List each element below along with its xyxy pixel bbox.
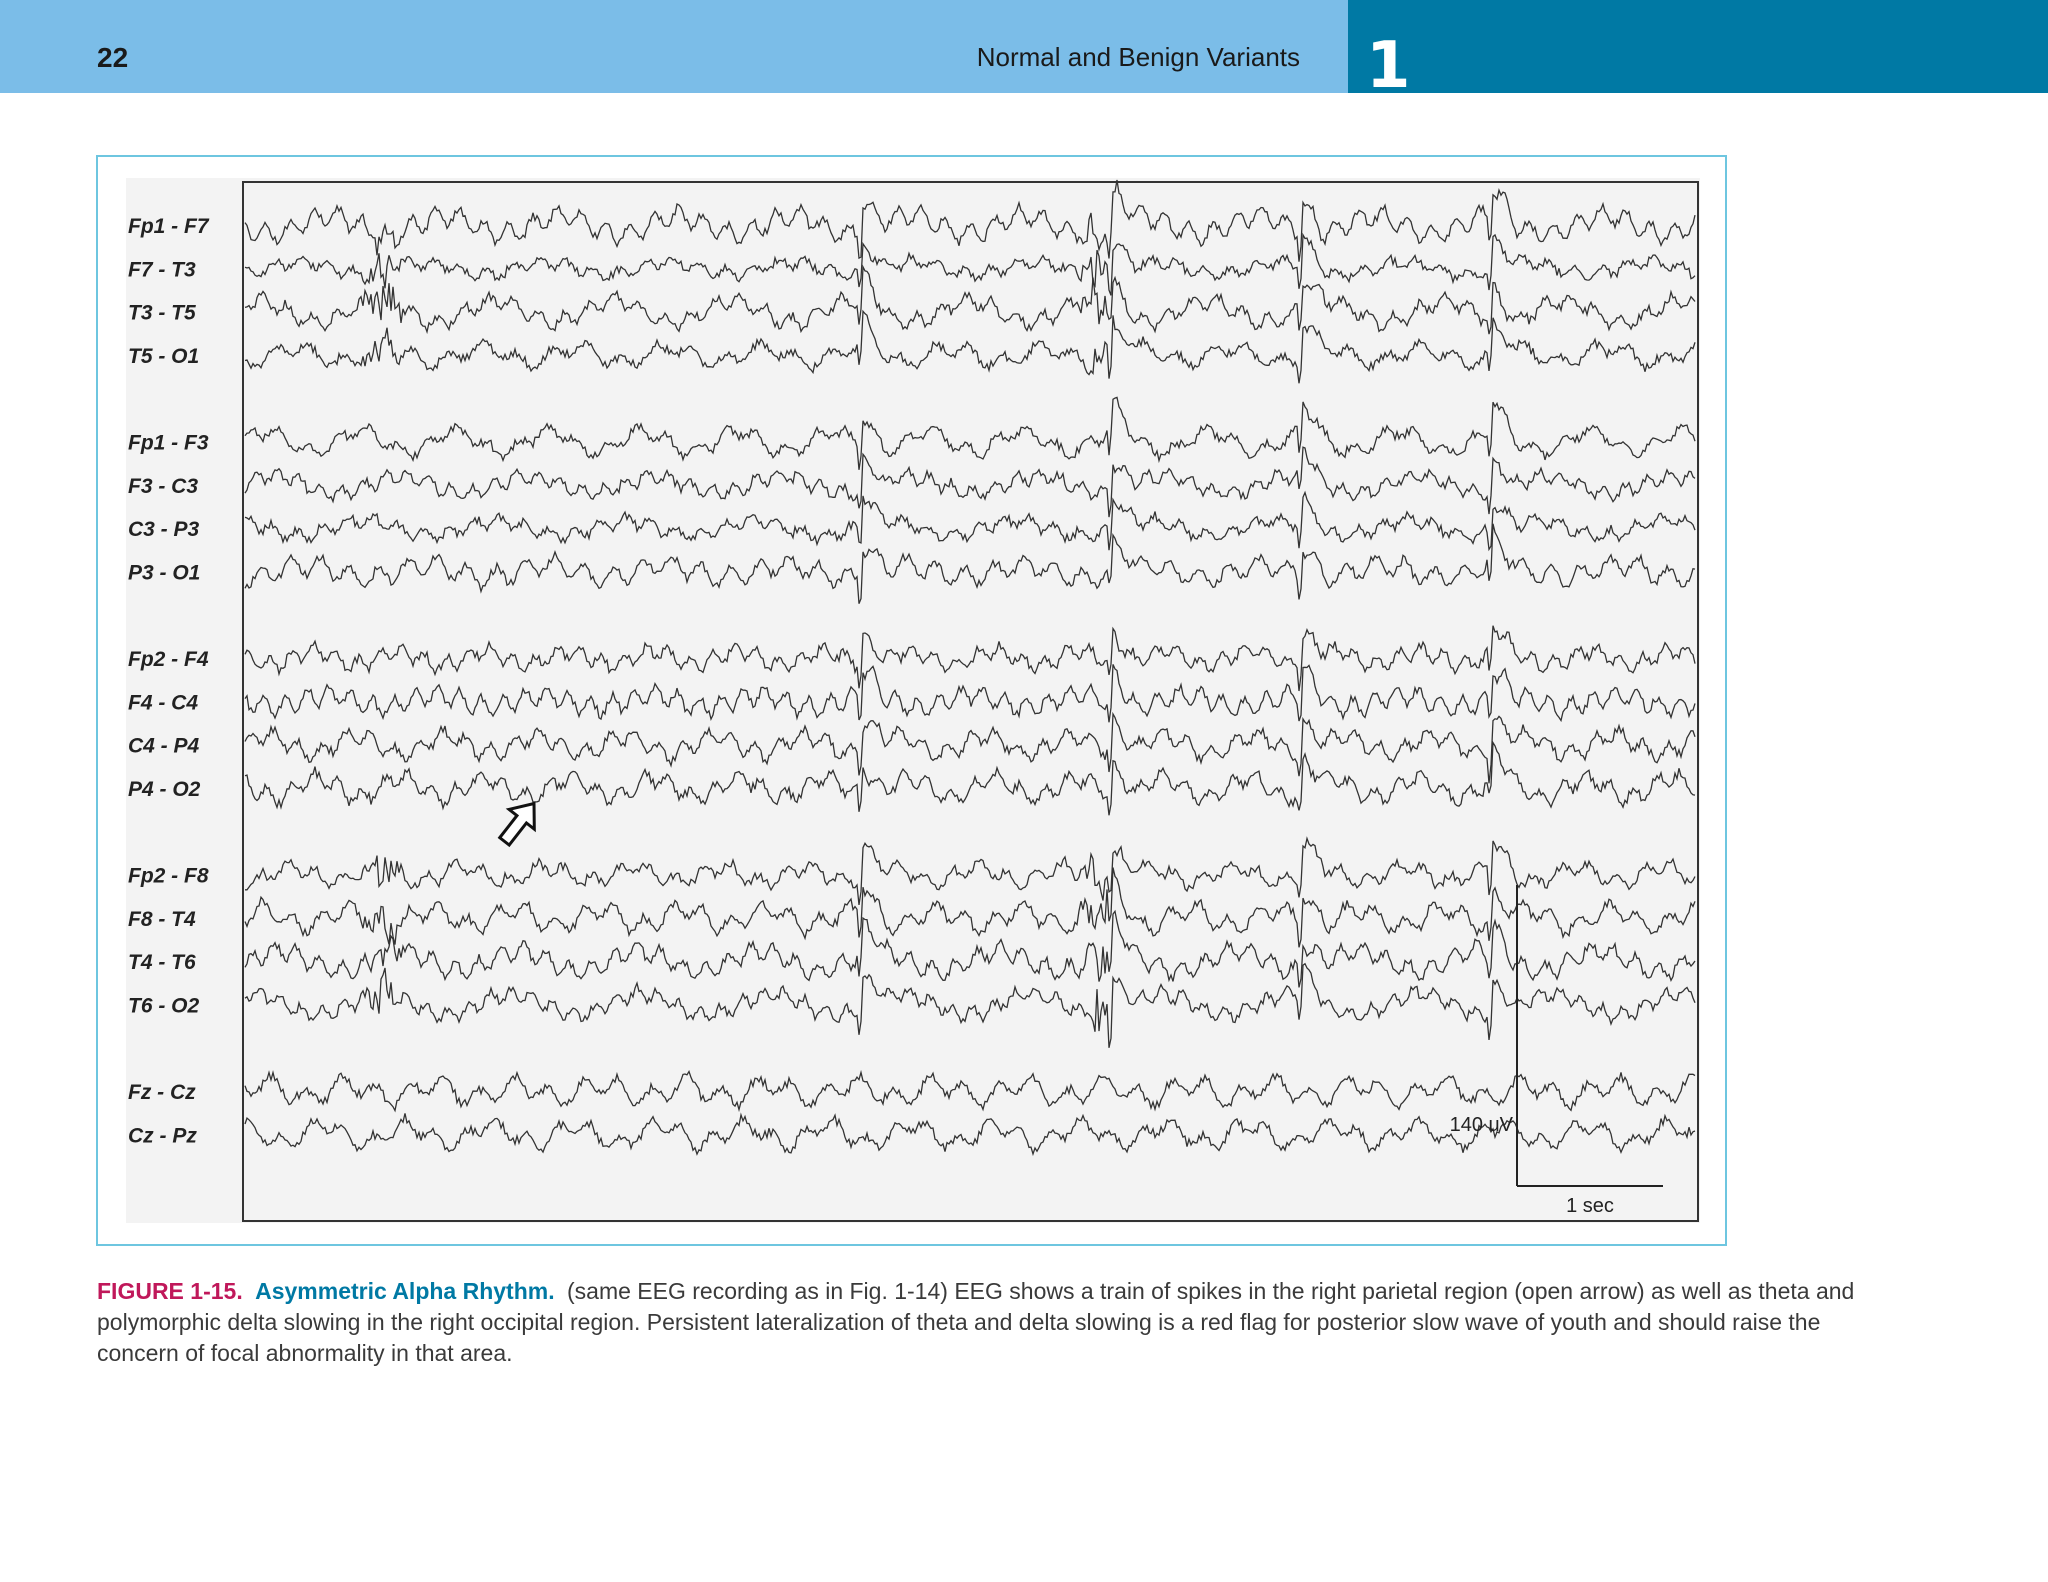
caption-body: (same EEG recording as in Fig. 1-14) EEG shows a train of spikes in the right parietal region (open arrow) as well as theta and polymorphic delta slowing in the right occipital region. Persistent lateralization of theta and delta slowing is a red flag for posterior slow wave of youth and should raise the concern of focal abnormality in that area. xyxy=(97,1278,1855,1366)
eeg-trace xyxy=(245,743,1695,816)
eeg-traces xyxy=(126,178,1700,1223)
page-number: 22 xyxy=(97,42,129,73)
channel-label: P3 - O1 xyxy=(128,561,201,585)
channel-label: Fp1 - F7 xyxy=(128,215,209,238)
eeg-trace xyxy=(245,626,1695,691)
chapter-tab xyxy=(1348,0,2048,93)
channel-label: T3 - T5 xyxy=(128,301,196,325)
channel-label: Cz - Pz xyxy=(128,1124,197,1148)
channel-label: T6 - O2 xyxy=(128,994,200,1018)
channel-label: T4 - T6 xyxy=(128,951,196,975)
caption-title: Asymmetric Alpha Rhythm. xyxy=(255,1278,555,1304)
eeg-trace xyxy=(245,911,1695,987)
channel-label: T5 - O1 xyxy=(128,344,200,368)
eeg-trace xyxy=(245,493,1695,551)
channel-label: Fp1 - F3 xyxy=(128,431,209,455)
channel-label: Fp2 - F8 xyxy=(128,864,209,888)
eeg-trace xyxy=(245,714,1695,783)
channel-label: C4 - P4 xyxy=(128,734,200,758)
eeg-figure xyxy=(126,178,1700,1223)
eeg-trace xyxy=(245,664,1695,722)
running-title: Normal and Benign Variants xyxy=(976,42,1300,72)
caption-label: FIGURE 1-15. xyxy=(97,1278,243,1304)
chapter-number: 1 xyxy=(1366,29,1411,103)
channel-label: F4 - C4 xyxy=(128,691,199,715)
eeg-trace xyxy=(245,524,1695,604)
channel-label: C3 - P3 xyxy=(128,518,200,542)
open-arrow-icon xyxy=(492,794,547,852)
eeg-trace xyxy=(245,868,1695,948)
eeg-trace xyxy=(245,311,1695,383)
eeg-trace xyxy=(245,964,1695,1048)
eeg-trace xyxy=(245,447,1695,517)
scale-time-label: 1 sec xyxy=(1566,1195,1614,1217)
scale-amplitude-label: 140 uV xyxy=(1449,1114,1513,1136)
channel-label: Fz - Cz xyxy=(128,1081,196,1104)
channel-label: P4 - O2 xyxy=(128,777,201,801)
eeg-trace xyxy=(245,1072,1695,1111)
channel-label: F8 - T4 xyxy=(128,907,196,931)
eeg-trace xyxy=(245,180,1695,262)
eeg-trace xyxy=(245,839,1695,905)
figure-caption xyxy=(97,1276,1867,1369)
channel-label: Fp2 - F4 xyxy=(128,648,209,671)
eeg-trace xyxy=(245,235,1695,296)
eeg-trace xyxy=(245,397,1695,469)
channel-label: F7 - T3 xyxy=(128,258,196,282)
channel-label: F3 - C3 xyxy=(128,474,199,498)
